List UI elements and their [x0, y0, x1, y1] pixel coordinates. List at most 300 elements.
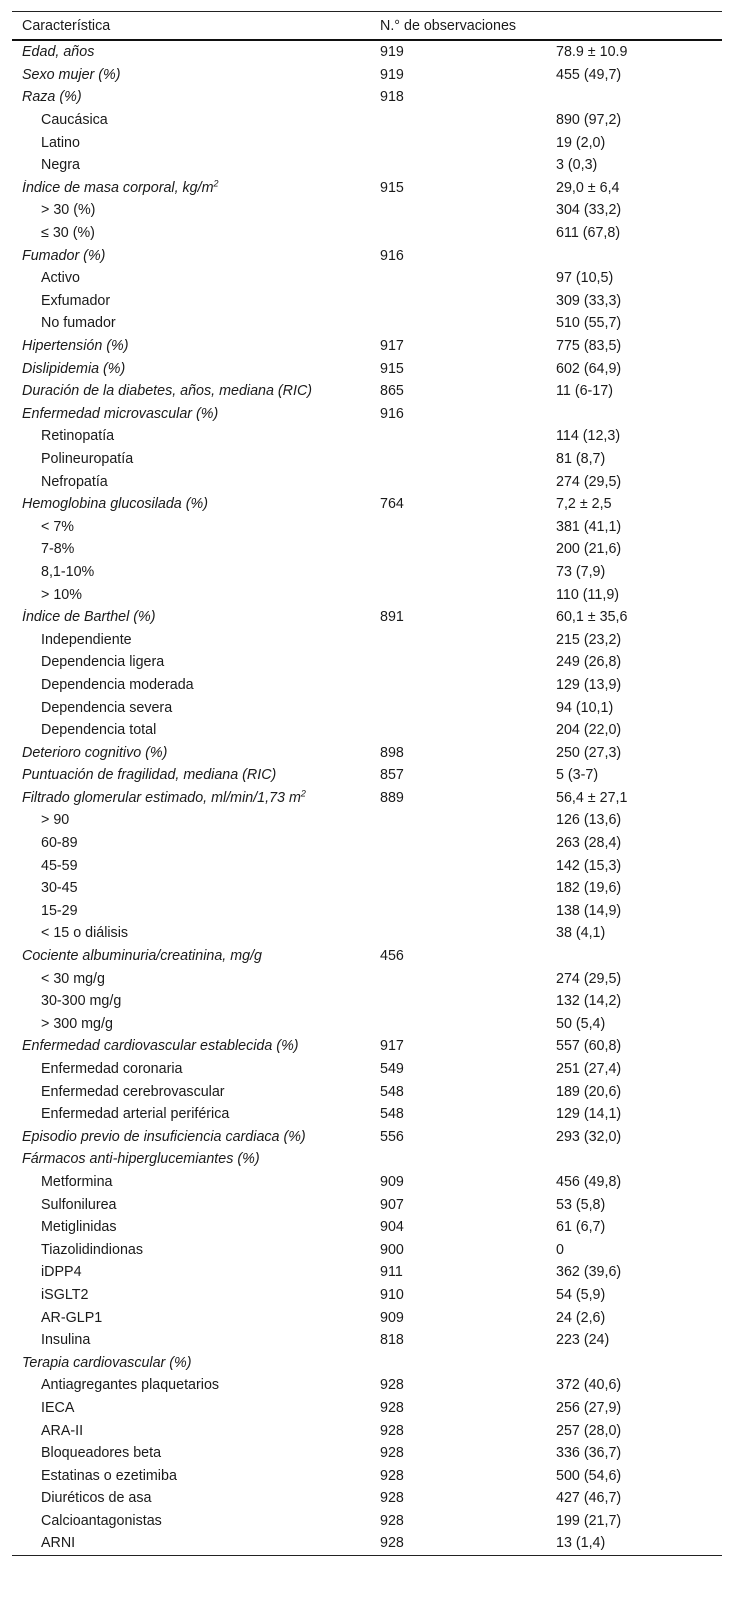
- row-label-text: Estatinas o ezetimiba: [41, 1467, 177, 1484]
- row-value: 5 (3-7): [556, 767, 599, 784]
- row-label-text: 60-89: [41, 835, 78, 852]
- row-value: 78.9 ± 10.9: [556, 44, 628, 61]
- table-row: [12, 1058, 722, 1081]
- row-label-text: Dependencia ligera: [41, 654, 165, 671]
- row-label-superscript: 2: [213, 179, 219, 189]
- row-label: [12, 315, 380, 331]
- row-value: 60,1 ± 35,6: [556, 609, 628, 626]
- row-value: 257 (28,0): [556, 1422, 622, 1439]
- row-value: 456 (49,8): [556, 1173, 622, 1190]
- row-label: [12, 496, 380, 512]
- row-value: 182 (19,6): [556, 880, 622, 897]
- row-label-text: Bloqueadores beta: [41, 1445, 162, 1462]
- row-value: 29,0 ± 6,4: [556, 179, 620, 196]
- table-row: [12, 380, 722, 403]
- row-label-text: No fumador: [41, 315, 116, 332]
- table-row: [12, 1510, 722, 1533]
- row-label-text: 8,1-10%: [41, 563, 95, 580]
- table-row: [12, 1080, 722, 1103]
- row-label: [12, 1129, 380, 1145]
- row-label: [12, 474, 380, 490]
- table-row: [12, 199, 722, 222]
- row-label: [12, 44, 380, 60]
- row-value: 215 (23,2): [556, 631, 622, 648]
- row-label: [12, 293, 380, 309]
- row-label: [12, 1106, 380, 1122]
- row-label: [12, 89, 380, 105]
- row-label: [12, 180, 380, 196]
- row-value: 274 (29,5): [556, 473, 622, 490]
- row-label-text: Duración de la diabetes, años, mediana (RIC): [22, 383, 313, 400]
- row-observations: 865: [380, 383, 404, 400]
- row-label-text: 30-300 mg/g: [41, 993, 122, 1010]
- row-label: [12, 135, 380, 151]
- table-row: [12, 1035, 722, 1058]
- row-value: 54 (5,9): [556, 1286, 606, 1303]
- table-row: [12, 131, 722, 154]
- row-label-text: Dislipidemia (%): [22, 360, 126, 377]
- row-value: 263 (28,4): [556, 835, 622, 852]
- table-row: [12, 448, 722, 471]
- row-value: 81 (8,7): [556, 450, 606, 467]
- row-label-text: Índice de masa corporal, kg/m: [22, 179, 214, 196]
- row-label-text: Antiagregantes plaquetarios: [41, 1377, 220, 1394]
- table-row: [12, 154, 722, 177]
- row-label-text: Enfermedad cerebrovascular: [41, 1083, 225, 1100]
- row-label: [12, 270, 380, 286]
- table-row: [12, 403, 722, 426]
- row-label-text: IECA: [41, 1399, 75, 1416]
- row-value: 427 (46,7): [556, 1490, 622, 1507]
- row-value: 557 (60,8): [556, 1038, 622, 1055]
- table-row: [12, 41, 722, 64]
- row-observations: 910: [380, 1286, 404, 1303]
- row-label-text: Dependencia moderada: [41, 676, 194, 693]
- row-label-text: < 30 mg/g: [41, 970, 105, 987]
- row-label: [12, 1490, 380, 1506]
- row-label-text: Dependencia severa: [41, 699, 173, 716]
- table-row: [12, 1216, 722, 1239]
- row-value: 114 (12,3): [556, 428, 621, 445]
- table-row: [12, 832, 722, 855]
- row-label: [12, 361, 380, 377]
- row-observations: 928: [380, 1377, 404, 1394]
- row-label-text: > 90: [41, 812, 70, 829]
- row-observations: 916: [380, 405, 404, 422]
- row-value: 775 (83,5): [556, 338, 622, 355]
- table-row: [12, 1397, 722, 1420]
- row-label-text: Cociente albuminuria/creatinina, mg/g: [22, 948, 262, 965]
- row-value: 126 (13,6): [556, 812, 622, 829]
- row-label-text: Fumador (%): [22, 247, 106, 264]
- row-value: 132 (14,2): [556, 993, 622, 1010]
- table-row: [12, 764, 722, 787]
- row-label: [12, 1513, 380, 1529]
- row-label-text: Retinopatía: [41, 428, 115, 445]
- row-label-text: Raza (%): [22, 89, 82, 106]
- row-value: 251 (27,4): [556, 1061, 622, 1078]
- row-label-text: 30-45: [41, 880, 78, 897]
- table-row: [12, 1193, 722, 1216]
- row-value: 274 (29,5): [556, 970, 622, 987]
- row-observations: 919: [380, 44, 404, 61]
- table-body: [12, 41, 722, 1555]
- table-row: [12, 696, 722, 719]
- row-label-text: AR-GLP1: [41, 1309, 103, 1326]
- row-value: 455 (49,7): [556, 66, 622, 83]
- row-label-text: 15-29: [41, 902, 78, 919]
- row-label: [12, 700, 380, 716]
- row-label-text: Latino: [41, 134, 80, 151]
- table-row: [12, 1329, 722, 1352]
- table-row: [12, 312, 722, 335]
- row-observations: 818: [380, 1332, 404, 1349]
- row-value: 500 (54,6): [556, 1467, 622, 1484]
- row-label: [12, 338, 380, 354]
- row-value: 890 (97,2): [556, 112, 622, 129]
- row-label-text: iDPP4: [41, 1264, 82, 1281]
- row-label: [12, 812, 380, 828]
- row-label-text: < 15 o diálisis: [41, 925, 129, 942]
- table-row: [12, 1148, 722, 1171]
- row-value: 249 (26,8): [556, 654, 622, 671]
- row-label-text: Diuréticos de asa: [41, 1490, 152, 1507]
- row-value: 129 (14,1): [556, 1106, 622, 1123]
- row-label: [12, 835, 380, 851]
- table-row: [12, 244, 722, 267]
- row-observations: 917: [380, 338, 404, 355]
- row-label-text: Calcioantagonistas: [41, 1512, 162, 1529]
- row-value: 256 (27,9): [556, 1399, 622, 1416]
- table-row: [12, 922, 722, 945]
- row-label: [12, 1038, 380, 1054]
- row-observations: 548: [380, 1083, 404, 1100]
- row-label: [12, 1423, 380, 1439]
- row-label-text: Sulfonilurea: [41, 1196, 117, 1213]
- row-label-text: Sexo mujer (%): [22, 66, 121, 83]
- table-row: [12, 267, 722, 290]
- table-row: [12, 1284, 722, 1307]
- row-label-text: Filtrado glomerular estimado, ml/min/1,73 m: [22, 789, 301, 806]
- row-label-text: Negra: [41, 157, 80, 174]
- header-observations: N.° de observaciones: [380, 17, 517, 34]
- row-label-text: Caucásica: [41, 112, 108, 129]
- row-label: [12, 948, 380, 964]
- row-value: 372 (40,6): [556, 1377, 622, 1394]
- row-label: [12, 1016, 380, 1032]
- row-value: 53 (5,8): [556, 1196, 606, 1213]
- row-label-text: Dependencia total: [41, 722, 157, 739]
- row-label: [12, 790, 380, 806]
- row-observations: 904: [380, 1219, 404, 1236]
- table-row: [12, 538, 722, 561]
- row-label: [12, 767, 380, 783]
- row-value: 250 (27,3): [556, 744, 622, 761]
- table-row: [12, 900, 722, 923]
- row-label-text: Metiglinidas: [41, 1219, 117, 1236]
- row-value: 97 (10,5): [556, 270, 614, 287]
- row-label: [12, 428, 380, 444]
- row-label: [12, 609, 380, 625]
- row-label-text: Enfermedad cardiovascular establecida (%): [22, 1038, 299, 1055]
- row-observations: 548: [380, 1106, 404, 1123]
- row-label: [12, 1061, 380, 1077]
- row-value: 142 (15,3): [556, 857, 622, 874]
- table-row: [12, 470, 722, 493]
- table-row: [12, 945, 722, 968]
- table-row: [12, 719, 722, 742]
- row-value: 336 (36,7): [556, 1445, 622, 1462]
- row-observations: 928: [380, 1535, 404, 1552]
- row-label: [12, 722, 380, 738]
- row-value: 223 (24): [556, 1332, 610, 1349]
- table-row: [12, 854, 722, 877]
- row-label: [12, 541, 380, 557]
- table-row: [12, 561, 722, 584]
- table-row: [12, 515, 722, 538]
- table-row: [12, 1013, 722, 1036]
- table-row: [12, 109, 722, 132]
- row-value: 11 (6-17): [556, 383, 613, 400]
- row-observations: 918: [380, 89, 404, 106]
- row-label-text: Deterioro cognitivo (%): [22, 744, 168, 761]
- row-label: [12, 903, 380, 919]
- table-row: [12, 86, 722, 109]
- row-value: 309 (33,3): [556, 292, 622, 309]
- row-value: 204 (22,0): [556, 722, 622, 739]
- table-row: [12, 1464, 722, 1487]
- table-row: [12, 651, 722, 674]
- row-label: [12, 1151, 380, 1167]
- row-observations: 915: [380, 179, 404, 196]
- row-label-text: Hipertensión (%): [22, 338, 129, 355]
- row-label: [12, 880, 380, 896]
- row-value: 362 (39,6): [556, 1264, 622, 1281]
- row-label: [12, 1468, 380, 1484]
- row-observations: 928: [380, 1490, 404, 1507]
- row-label: [12, 1242, 380, 1258]
- table-row: [12, 1171, 722, 1194]
- row-label-text: Hemoglobina glucosilada (%): [22, 496, 208, 513]
- row-label: [12, 564, 380, 580]
- table-row: [12, 222, 722, 245]
- row-value: 110 (11,9): [556, 586, 620, 603]
- row-label: [12, 225, 380, 241]
- table-row: [12, 990, 722, 1013]
- table-row: [12, 1374, 722, 1397]
- characteristics-table: [12, 11, 722, 1556]
- row-label: [12, 519, 380, 535]
- row-label: [12, 248, 380, 264]
- row-value: 13 (1,4): [556, 1535, 606, 1552]
- row-observations: 857: [380, 767, 404, 784]
- row-label-text: Metformina: [41, 1173, 113, 1190]
- row-observations: 928: [380, 1445, 404, 1462]
- table-row: [12, 967, 722, 990]
- row-value: 0: [556, 1241, 564, 1258]
- table-header: [12, 12, 722, 41]
- row-label-text: Enfermedad coronaria: [41, 1061, 183, 1078]
- row-label: [12, 67, 380, 83]
- row-label: [12, 632, 380, 648]
- row-value: 189 (20,6): [556, 1083, 622, 1100]
- table-row: [12, 1306, 722, 1329]
- row-label-text: > 300 mg/g: [41, 1015, 113, 1032]
- row-label-text: Insulina: [41, 1332, 91, 1349]
- row-observations: 919: [380, 66, 404, 83]
- row-observations: 928: [380, 1399, 404, 1416]
- row-value: 24 (2,6): [556, 1309, 606, 1326]
- row-value: 200 (21,6): [556, 541, 622, 558]
- row-label-text: Enfermedad arterial periférica: [41, 1106, 230, 1123]
- row-label: [12, 406, 380, 422]
- row-label: [12, 383, 380, 399]
- row-label-text: iSGLT2: [41, 1286, 89, 1303]
- row-label-text: Terapia cardiovascular (%): [22, 1354, 192, 1371]
- row-observations: 928: [380, 1512, 404, 1529]
- row-value: 304 (33,2): [556, 202, 622, 219]
- row-label: [12, 112, 380, 128]
- row-observations: 928: [380, 1467, 404, 1484]
- table-row: [12, 809, 722, 832]
- row-label-text: Enfermedad microvascular (%): [22, 405, 219, 422]
- row-observations: 889: [380, 789, 404, 806]
- row-value: 7,2 ± 2,5: [556, 496, 612, 513]
- table-row: [12, 674, 722, 697]
- row-label: [12, 1310, 380, 1326]
- table-row: [12, 1126, 722, 1149]
- table-row: [12, 335, 722, 358]
- row-label: [12, 971, 380, 987]
- row-observations: 909: [380, 1309, 404, 1326]
- row-value: 38 (4,1): [556, 925, 606, 942]
- table-row: [12, 1442, 722, 1465]
- row-label-text: Fármacos anti-hiperglucemiantes (%): [22, 1151, 260, 1168]
- row-label-text: 7-8%: [41, 541, 75, 558]
- row-label-text: Exfumador: [41, 292, 111, 309]
- row-label: [12, 1445, 380, 1461]
- row-label-text: Índice de Barthel (%): [22, 609, 156, 626]
- row-value: 381 (41,1): [556, 518, 622, 535]
- row-label: [12, 1174, 380, 1190]
- row-observations: 764: [380, 496, 404, 513]
- row-observations: 900: [380, 1241, 404, 1258]
- row-label-text: Puntuación de fragilidad, mediana (RIC): [22, 767, 277, 784]
- table-row: [12, 290, 722, 313]
- header-characteristic: Característica: [22, 17, 111, 34]
- row-observations: 916: [380, 247, 404, 264]
- row-observations: 898: [380, 744, 404, 761]
- row-value: 602 (64,9): [556, 360, 622, 377]
- row-value: 50 (5,4): [556, 1015, 606, 1032]
- row-value: 3 (0,3): [556, 157, 598, 174]
- row-value: 19 (2,0): [556, 134, 606, 151]
- row-label-text: 45-59: [41, 857, 78, 874]
- table-row: [12, 583, 722, 606]
- row-observations: 907: [380, 1196, 404, 1213]
- row-observations: 556: [380, 1128, 404, 1145]
- row-value: 56,4 ± 27,1: [556, 789, 628, 806]
- row-observations: 917: [380, 1038, 404, 1055]
- table-row: [12, 1419, 722, 1442]
- row-label-text: > 30 (%): [41, 202, 96, 219]
- row-label: [12, 1287, 380, 1303]
- row-label: [12, 1355, 380, 1371]
- table-row: [12, 177, 722, 200]
- row-observations: 909: [380, 1173, 404, 1190]
- row-value: 129 (13,9): [556, 676, 622, 693]
- row-observations: 928: [380, 1422, 404, 1439]
- table-row: [12, 1261, 722, 1284]
- row-value: 73 (7,9): [556, 563, 606, 580]
- row-observations: 456: [380, 948, 404, 965]
- row-label: [12, 925, 380, 941]
- row-value: 199 (21,7): [556, 1512, 622, 1529]
- table-row: [12, 787, 722, 810]
- table-row: [12, 1487, 722, 1510]
- row-label: [12, 654, 380, 670]
- row-label: [12, 1264, 380, 1280]
- row-label: [12, 587, 380, 603]
- row-value: 61 (6,7): [556, 1219, 606, 1236]
- row-observations: 911: [380, 1264, 403, 1281]
- table-row: [12, 741, 722, 764]
- row-label: [12, 745, 380, 761]
- row-label: [12, 157, 380, 173]
- row-label-text: ARA-II: [41, 1422, 84, 1439]
- row-label-text: Activo: [41, 270, 80, 287]
- row-label-text: Independiente: [41, 631, 132, 648]
- row-label: [12, 1400, 380, 1416]
- row-label-text: > 10%: [41, 586, 82, 603]
- table-row: [12, 1532, 722, 1555]
- row-observations: 915: [380, 360, 404, 377]
- row-label-text: Edad, años: [22, 44, 95, 61]
- row-label: [12, 1332, 380, 1348]
- row-label: [12, 1197, 380, 1213]
- row-value: 611 (67,8): [556, 225, 621, 242]
- table-row: [12, 1351, 722, 1374]
- table-row: [12, 64, 722, 87]
- row-label: [12, 1084, 380, 1100]
- table-row: [12, 493, 722, 516]
- row-label-text: Nefropatía: [41, 473, 108, 490]
- row-observations: 891: [380, 609, 404, 626]
- row-label: [12, 858, 380, 874]
- row-label: [12, 202, 380, 218]
- row-label: [12, 677, 380, 693]
- row-label-text: Tiazolidindionas: [41, 1241, 143, 1258]
- row-label: [12, 1219, 380, 1235]
- row-label-text: Episodio previo de insuficiencia cardiaca (%): [22, 1128, 306, 1145]
- row-label-text: ≤ 30 (%): [41, 225, 95, 242]
- row-label-text: Polineuropatía: [41, 450, 134, 467]
- row-label-superscript: 2: [300, 789, 306, 799]
- row-value: 293 (32,0): [556, 1128, 622, 1145]
- row-value: 510 (55,7): [556, 315, 622, 332]
- table-row: [12, 357, 722, 380]
- row-label-text: < 7%: [41, 518, 74, 535]
- row-value: 94 (10,1): [556, 699, 614, 716]
- table-row: [12, 1238, 722, 1261]
- table-row: [12, 1103, 722, 1126]
- row-label: [12, 993, 380, 1009]
- row-label: [12, 451, 380, 467]
- table-row: [12, 877, 722, 900]
- row-label-text: ARNI: [41, 1535, 76, 1552]
- row-value: 138 (14,9): [556, 902, 622, 919]
- row-label: [12, 1377, 380, 1393]
